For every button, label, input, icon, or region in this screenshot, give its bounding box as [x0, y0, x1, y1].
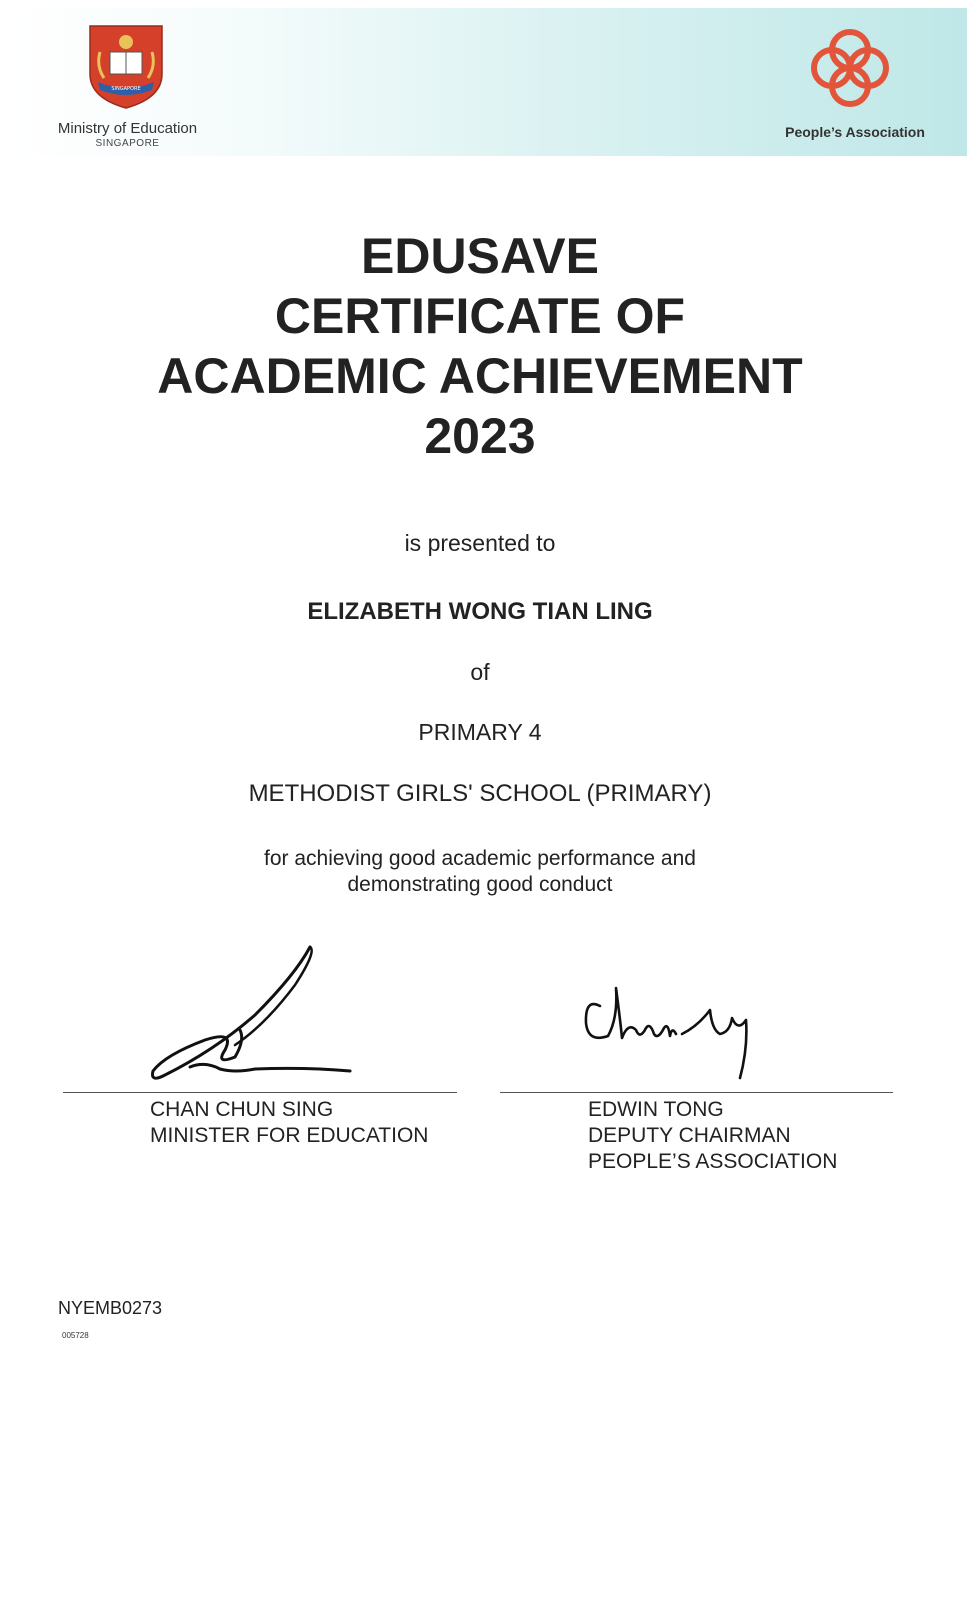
- signatory-organisation: PEOPLE’S ASSOCIATION: [588, 1150, 838, 1173]
- signature-deputy-chairman: [580, 978, 775, 1086]
- moe-crest-logo: [86, 22, 166, 110]
- award-reason: [0, 846, 960, 898]
- certificate-code: NYEMB0273: [58, 1298, 163, 1318]
- award-reason-line2: demonstrating good conduct: [347, 873, 613, 896]
- signatory-title: MINISTER FOR EDUCATION: [150, 1124, 429, 1147]
- signatory-name: CHAN CHUN SING: [150, 1098, 334, 1121]
- of-text: of: [470, 659, 490, 685]
- certificate-title-line1: EDUSAVE: [360, 228, 599, 284]
- signature-line-deputy-chairman: [500, 1092, 893, 1093]
- certificate-title-line3: ACADEMIC ACHIEVEMENT: [157, 348, 803, 404]
- signatory-deputy-chairman: [588, 1097, 837, 1175]
- pa-name: People’s Association: [785, 124, 925, 140]
- signatory-minister: [150, 1097, 428, 1149]
- award-reason-line1: for achieving good academic performance and: [264, 847, 696, 870]
- presented-text: is presented to: [404, 530, 556, 556]
- pa-logo: [802, 20, 898, 116]
- signature-minister: [145, 945, 375, 1085]
- certificate-title-line2: CERTIFICATE OF: [274, 288, 686, 344]
- recipient-name: ELIZABETH WONG TIAN LING: [307, 598, 653, 625]
- signatory-title: DEPUTY CHAIRMAN: [588, 1124, 791, 1147]
- certificate-year: 2023: [424, 408, 536, 464]
- serial-number: 005728: [62, 1331, 89, 1340]
- moe-country: SINGAPORE: [95, 138, 160, 149]
- svg-text:SINGAPORE: SINGAPORE: [111, 86, 141, 92]
- school-name: METHODIST GIRLS' SCHOOL (PRIMARY): [248, 780, 712, 807]
- signatory-name: EDWIN TONG: [588, 1098, 724, 1121]
- signature-line-minister: [63, 1092, 457, 1093]
- moe-name: Ministry of Education: [57, 120, 198, 137]
- student-level: PRIMARY 4: [418, 719, 542, 745]
